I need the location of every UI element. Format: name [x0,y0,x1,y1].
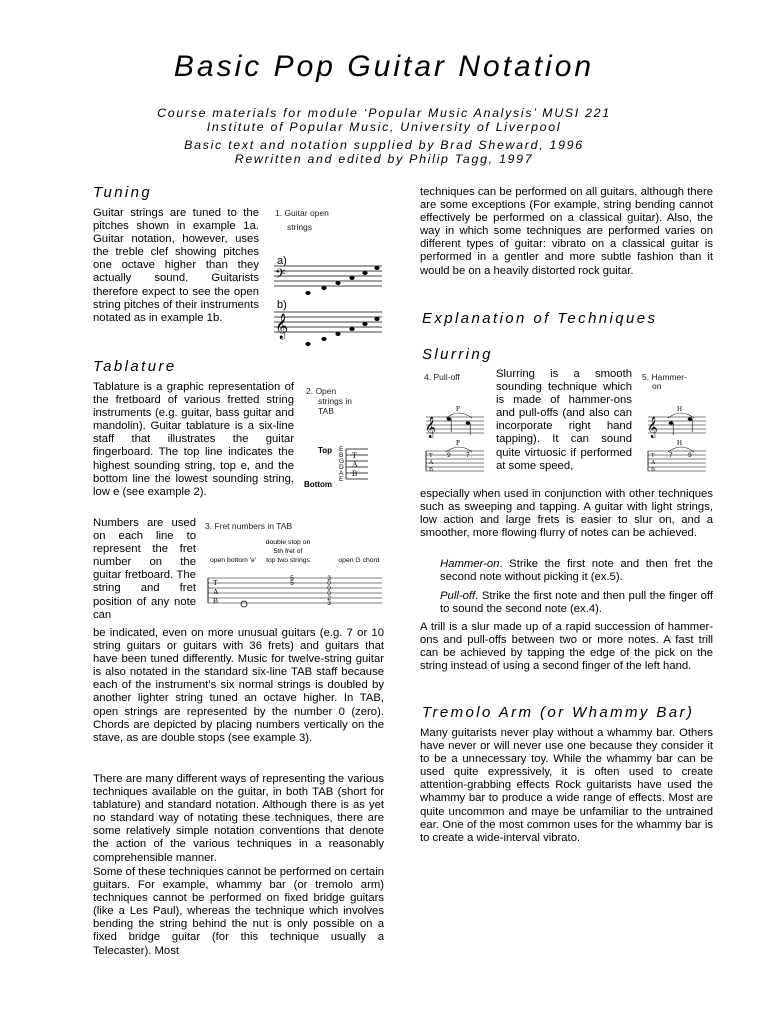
figure-open-strings-tab [302,440,370,492]
svg-text:B: B [429,467,434,473]
fig4-caption: 4. Pull-off [424,372,460,382]
figure-guitar-open-strings [272,238,384,350]
svg-text:T: T [651,453,655,459]
hammer-on-text: . Strike the first note and then fret the second note without picking it (ex.5). [440,558,713,584]
svg-text:0: 0 [327,585,331,592]
svg-text:7: 7 [669,452,673,459]
bass-clef-icon: 𝄢 [275,266,286,285]
tablature-paragraph-1a: Tablature is a graphic representation of the fretboard of various fretted string instruments (e.g. guitar, bass guitar and mandolin). Guitar tablature is a six-line staff that illustrates the guitar fingerboard. The top line indicates the highest sounding string, top e, and the bottom line the lowest sounding string, low e (see example 2). [93,381,294,498]
fig3-open-e-zero [241,601,247,607]
fig2-caption-line1: 2. Open [306,386,337,396]
subtitle-credit-edit: Rewritten and edited by Philip Tagg, 1997 [234,152,534,166]
tablature-paragraph-2: There are many different ways of representing the various techniques available on the guitar, in both TAB (short for tablature) and standard notation. Although there is as yet no standard way of notating these techniques, there are some relatively simple notation conventions that denote the action of the various techniques in a reasonably comprehensible manner. [93,773,384,864]
pull-off-term: Pull-off [440,590,476,602]
svg-text:T: T [213,578,218,587]
hammer-on-term: Hammer-on [440,558,500,570]
svg-text:0: 0 [327,590,331,597]
fig4-treble-clef-icon: 𝄞 [425,417,436,438]
fig3-fret-numbers [290,575,331,607]
fig2-tab-t: T [352,451,357,460]
figure-hammer-on [646,402,708,474]
fig2-label-top: Top [318,446,333,455]
svg-text:3: 3 [327,575,331,582]
svg-text:5: 5 [290,575,294,582]
figure-fret-numbers-tab [204,536,384,618]
heading-slurring: Slurring [422,346,493,363]
heading-explanation: Explanation of Techniques [422,310,658,327]
tablature-paragraph-3: Some of these techniques cannot be performed on certain guitars. For example, whammy bar (or tremolo arm) techniques cannot be performed on fixed bridge guitars (like a Les Paul), whereas the technique which involves bending the string behind the nut is only possible on a fixed bridge guitar (for this technique usually a Telecaster). Most [93,866,384,957]
treble-staff [274,312,382,332]
subtitle-credit-text: Basic text and notation supplied by Brad Sheward, 1996 [184,138,584,152]
hammer-on-definition [420,558,713,584]
fig5-treble-clef-icon: 𝄞 [647,417,658,438]
fig3-label-open-e: open bottom 'e' [209,557,257,564]
svg-text:A: A [213,587,219,596]
fig3-tab-lines [208,578,382,603]
fig3-label-double-stop: double stop on [265,539,311,546]
svg-text:9: 9 [688,452,692,459]
heading-tuning: Tuning [93,184,153,201]
tuning-paragraph: Guitar strings are tuned to the pitches shown in example 1a. Guitar notation, however, uses the treble clef showing pitches one octave higher than they actually sound. Guitarists therefore expect to see the open string pitches of their instruments notated as in example 1b. [93,207,259,324]
subtitle-course: Course materials for module ‘Popular Music Analysis’ MUSI 221 [157,106,611,120]
fig4-p-mark-2: P [456,439,460,447]
fig2-tab-a: A [352,460,358,469]
fig2-label-bottom: Bottom [304,480,332,489]
fig3-caption: 3. Fret numbers in TAB [205,521,293,531]
fig1-label-b: b) [277,299,287,311]
tablature-paragraph-1c: be indicated, even on more unusual guitars (e.g. 7 or 10 string guitars or guitars with 36 frets) and guitars that have been tuned differently. Music for twelve-string guitar is also notated in the standard six-line TAB staff because each of the instrument’s six normal strings is doubled by another lighter string tuned an octave higher. In TAB, open strings are represented by the number 0 (zero). Chords are depicted by placing numbers vertically on the stave, as are double stops (see example 3). [93,627,384,744]
slurring-paragraph-b: especially when used in conjunction with other techniques such as sweeping and tapping. A guitar with light strings, low action and large frets is easier to slur on, and a smoother, more flowing flurry of notes can be achieved. [420,488,713,540]
svg-text:3: 3 [327,600,331,607]
heading-tablature: Tablature [93,358,177,375]
svg-text:A: A [651,460,656,466]
fig4-p-mark-1: P [456,405,460,413]
bass-staff [274,266,382,286]
tremolo-paragraph: Many guitarists never play without a whammy bar. Others have never or will never use one because they consider it to be a unnecessary toy. While the whammy bar can be used quite expressively, it is often used to create attention-grabbing effects Rock guitarists have used the whammy bar to produce a wide range of effects. Most are quite uncommon and maye be unfamiliar to the untrained ear. One of the most common uses for the whammy bar is to create a wide-interval vibrato. [420,727,713,844]
fig1a-notes [305,266,379,295]
fig2-caption-line2: strings in [318,396,353,406]
pull-off-text: . Strike the first note and then pull the finger off to sound the second note (ex.4). [440,590,713,616]
fig2-tab-b: B [352,469,358,478]
fig5-caption-line1: 5. Hammer- [642,372,687,382]
page-title: Basic Pop Guitar Notation [173,50,595,83]
fig1b-notes [305,317,379,346]
fig3-label-5th-fret: 5th fret of [273,548,303,555]
tablature-paragraph-1b: Numbers are used on each line to represent the fret number on the guitar fretboard. The string and fret position of any note can [93,517,196,621]
heading-tremolo-arm: Tremolo Arm (or Whammy Bar) [422,704,695,721]
svg-text:9: 9 [447,452,451,459]
fig3-label-top-two: top two strings [266,557,310,564]
fig1-caption-line1: 1. Guitar open [275,208,329,218]
fig5-h-mark-2: H [677,439,683,447]
svg-text:5: 5 [290,580,294,587]
fig5-caption-line2: on [652,381,662,391]
slurring-paragraph-a: Slurring is a smooth sounding technique which is made of hammer-ons and pull-offs (and also can incorporate right hand tapping). It can sound quite virtuosic if performed at some speed, [496,368,632,472]
fig2-string-names: E B G D A E [339,446,345,483]
fig3-label-open-g: open G chord [338,557,380,564]
svg-text:A: A [429,460,434,466]
svg-text:B: B [213,596,219,605]
fig2-caption-line3: TAB [318,406,334,416]
treble-clef-icon: 𝄞 [275,314,289,339]
fig1-label-a: a) [277,255,287,267]
intro-paragraph: techniques can be performed on all guitars, although there are some exceptions (For example, string bending cannot effectively be performed on a classical guitar). Also, the way in which some techniques are performed varies on different types of guitar: vibrato on a classical guitar is performed in a gentler and more subtle fashion than it would be on a heavily distorted rock guitar. [420,186,713,277]
svg-text:2: 2 [327,595,331,602]
subtitle-institute: Institute of Popular Music, University of Liverpool [206,120,562,134]
trill-paragraph: A trill is a slur made up of a rapid succession of hammer-ons and pull-offs between two or more notes. A fast trill can be achieved by tapping the edge of the pick on the string instead of using a second finger of the left hand. [420,621,713,673]
figure-pull-off [424,402,486,474]
svg-text:7: 7 [466,452,470,459]
fig1-caption-line2: strings [287,222,313,232]
svg-text:0: 0 [327,580,331,587]
pull-off-definition [420,590,713,616]
fig5-h-mark-1: H [677,405,683,413]
svg-text:T: T [429,453,433,459]
svg-text:B: B [651,467,656,473]
